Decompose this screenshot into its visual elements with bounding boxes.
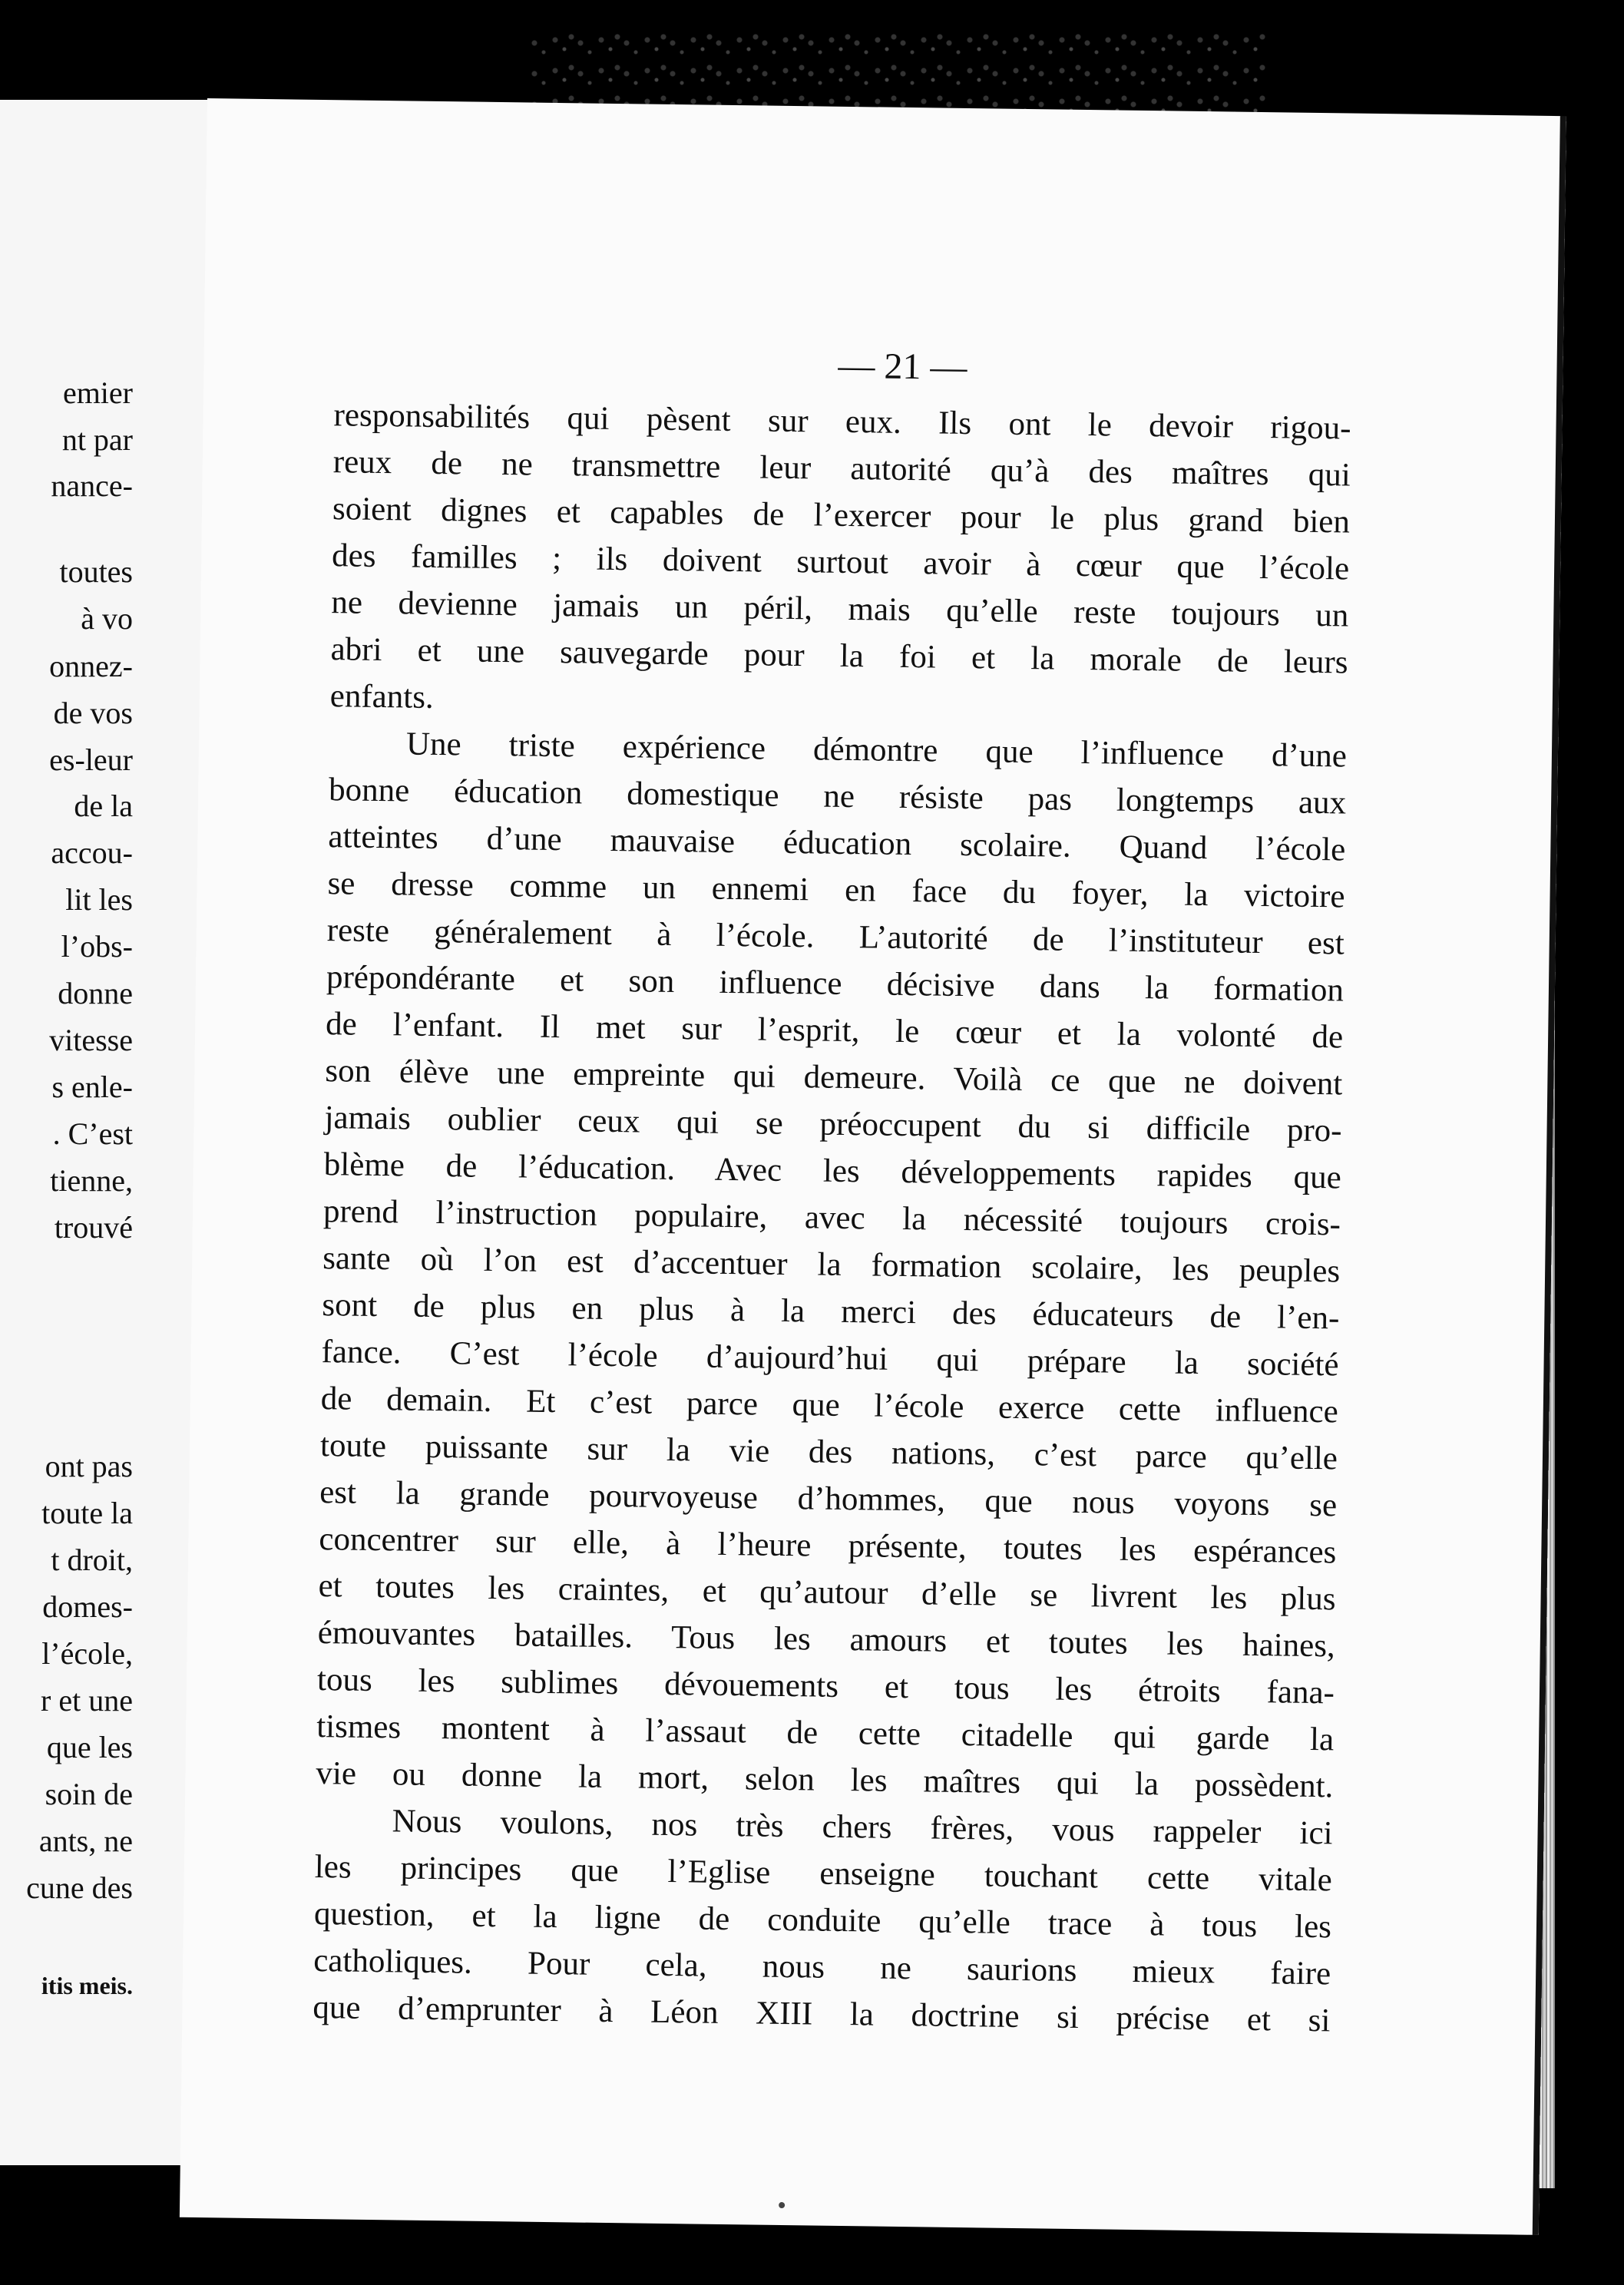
left-page-line: à vo — [81, 601, 133, 636]
text-line: que d’emprunter à Léon XIII la doctrine si précise et si — [313, 1989, 1331, 2039]
left-page-line: tienne, — [50, 1163, 133, 1198]
text-line: abri et une sauvegarde pour la foi et la morale de leurs — [330, 631, 1348, 681]
left-page-line: nt par — [61, 422, 133, 457]
left-page-line: de vos — [53, 696, 133, 730]
left-page-line: accou- — [51, 835, 133, 870]
page-number: — 21 — — [838, 345, 967, 388]
text-line: bonne éducation domestique ne résiste pas longtemps aux — [328, 772, 1347, 822]
text-line: se dresse comme un ennemi en face du foyer, la victoire — [327, 865, 1345, 915]
text-line: ne devienne jamais un péril, mais qu’elle reste toujours un — [331, 584, 1349, 634]
text-line: blème de l’éducation. Avec les développements rapides que — [323, 1146, 1342, 1196]
left-page-line: emier — [62, 375, 133, 410]
text-line: est la grande pourvoyeuse d’hommes, que nous voyons se — [319, 1474, 1338, 1524]
left-page-line: es-leur — [49, 742, 133, 777]
left-page-line: . C’est — [52, 1116, 133, 1151]
text-line: prépondérante et son influence décisive dans la formation — [326, 959, 1345, 1009]
text-line: les principes que l’Eglise enseigne touchant cette vitale — [314, 1849, 1333, 1899]
text-line: question, et la ligne de conduite qu’elle trace à tous les — [313, 1896, 1332, 1946]
text-line: enfants. — [329, 678, 435, 716]
text-line: tous les sublimes dévouements et tous les étroits fana- — [316, 1662, 1335, 1711]
left-page-line: donne — [58, 976, 133, 1010]
text-line: reste généralement à l’école. L’autorité de l’instituteur est — [326, 912, 1345, 962]
left-page-line: l’obs- — [61, 929, 133, 964]
left-page-line: domes- — [42, 1589, 133, 1624]
left-page-line: lit les — [65, 882, 133, 917]
text-line: toute puissante sur la vie des nations, c’est parce qu’elle — [319, 1427, 1338, 1477]
left-page-line: soin de — [45, 1777, 133, 1811]
left-page-line: s enle- — [51, 1070, 133, 1104]
left-page-line: nance- — [51, 468, 133, 503]
text-line: son élève une empreinte qui demeure. Voilà ce que ne doivent — [325, 1053, 1343, 1103]
left-page-line: que les — [46, 1730, 133, 1764]
text-line: prend l’instruction populaire, avec la nécessité toujours crois- — [322, 1193, 1341, 1243]
text-line: sante où l’on est d’accentuer la formation scolaire, les peuples — [322, 1240, 1341, 1290]
text-line: atteintes d’une mauvaise éducation scolaire. Quand l’école — [328, 818, 1346, 868]
text-line: Nous voulons, nos très chers frères, vous rappeler ici — [392, 1803, 1333, 1852]
text-line: soient dignes et capables de l’exercer pour le plus grand bien — [332, 491, 1351, 541]
left-page-line: ont pas — [45, 1449, 133, 1483]
text-line: tismes montent à l’assaut de cette citadelle qui garde la — [316, 1708, 1335, 1758]
left-page-line: r et une — [41, 1683, 133, 1718]
left-page-line: onnez- — [49, 649, 133, 683]
text-line: concentrer sur elle, à l’heure présente, toutes les espérances — [319, 1521, 1337, 1571]
text-line: reux de ne transmettre leur autorité qu’à des maîtres qui — [332, 444, 1351, 494]
body-text — [313, 392, 1351, 2044]
left-page-line: vitesse — [49, 1023, 133, 1057]
text-line: catholiques. Pour cela, nous ne saurions mieux faire — [313, 1943, 1331, 1992]
text-line: responsabilités qui pèsent sur eux. Ils ont le devoir rigou- — [333, 397, 1351, 447]
left-page-line: cune des — [26, 1870, 133, 1905]
left-page-line: trouvé — [54, 1210, 133, 1245]
scan-speck — [779, 2202, 785, 2208]
text-line: Une triste expérience démontre que l’influence d’une — [405, 726, 1348, 775]
text-line: et toutes les craintes, et qu’autour d’elle se livrent les plus — [318, 1568, 1336, 1618]
text-line: émouvantes batailles. Tous les amours et toutes les haines, — [317, 1615, 1336, 1665]
left-page-line: ants, ne — [38, 1824, 133, 1858]
text-line: fance. C’est l’école d’aujourd’hui qui prépare la société — [321, 1334, 1339, 1384]
text-line: de l’enfant. Il met sur l’esprit, le cœur et la volonté de — [325, 1006, 1344, 1056]
left-page-line: toutes — [59, 554, 133, 589]
left-page-line: l’école, — [41, 1636, 133, 1671]
text-line: vie ou donne la mort, selon les maîtres qui la possèdent. — [316, 1755, 1334, 1805]
left-page-line: de la — [74, 789, 133, 823]
left-page-line: toute la — [41, 1496, 133, 1530]
left-page-line: itis meis. — [41, 1972, 133, 1999]
text-line: de demain. Et c’est parce que l’école exerce cette influence — [320, 1381, 1339, 1430]
right-page — [180, 98, 1566, 2235]
text-line: sont de plus en plus à la merci des éducateurs de l’en- — [322, 1287, 1340, 1337]
text-line: des familles ; ils doivent surtout avoir à cœur que l’école — [331, 537, 1350, 587]
text-line: jamais oublier ceux qui se préoccupent du si difficile pro- — [324, 1100, 1342, 1149]
left-page-line: t droit, — [51, 1543, 133, 1577]
